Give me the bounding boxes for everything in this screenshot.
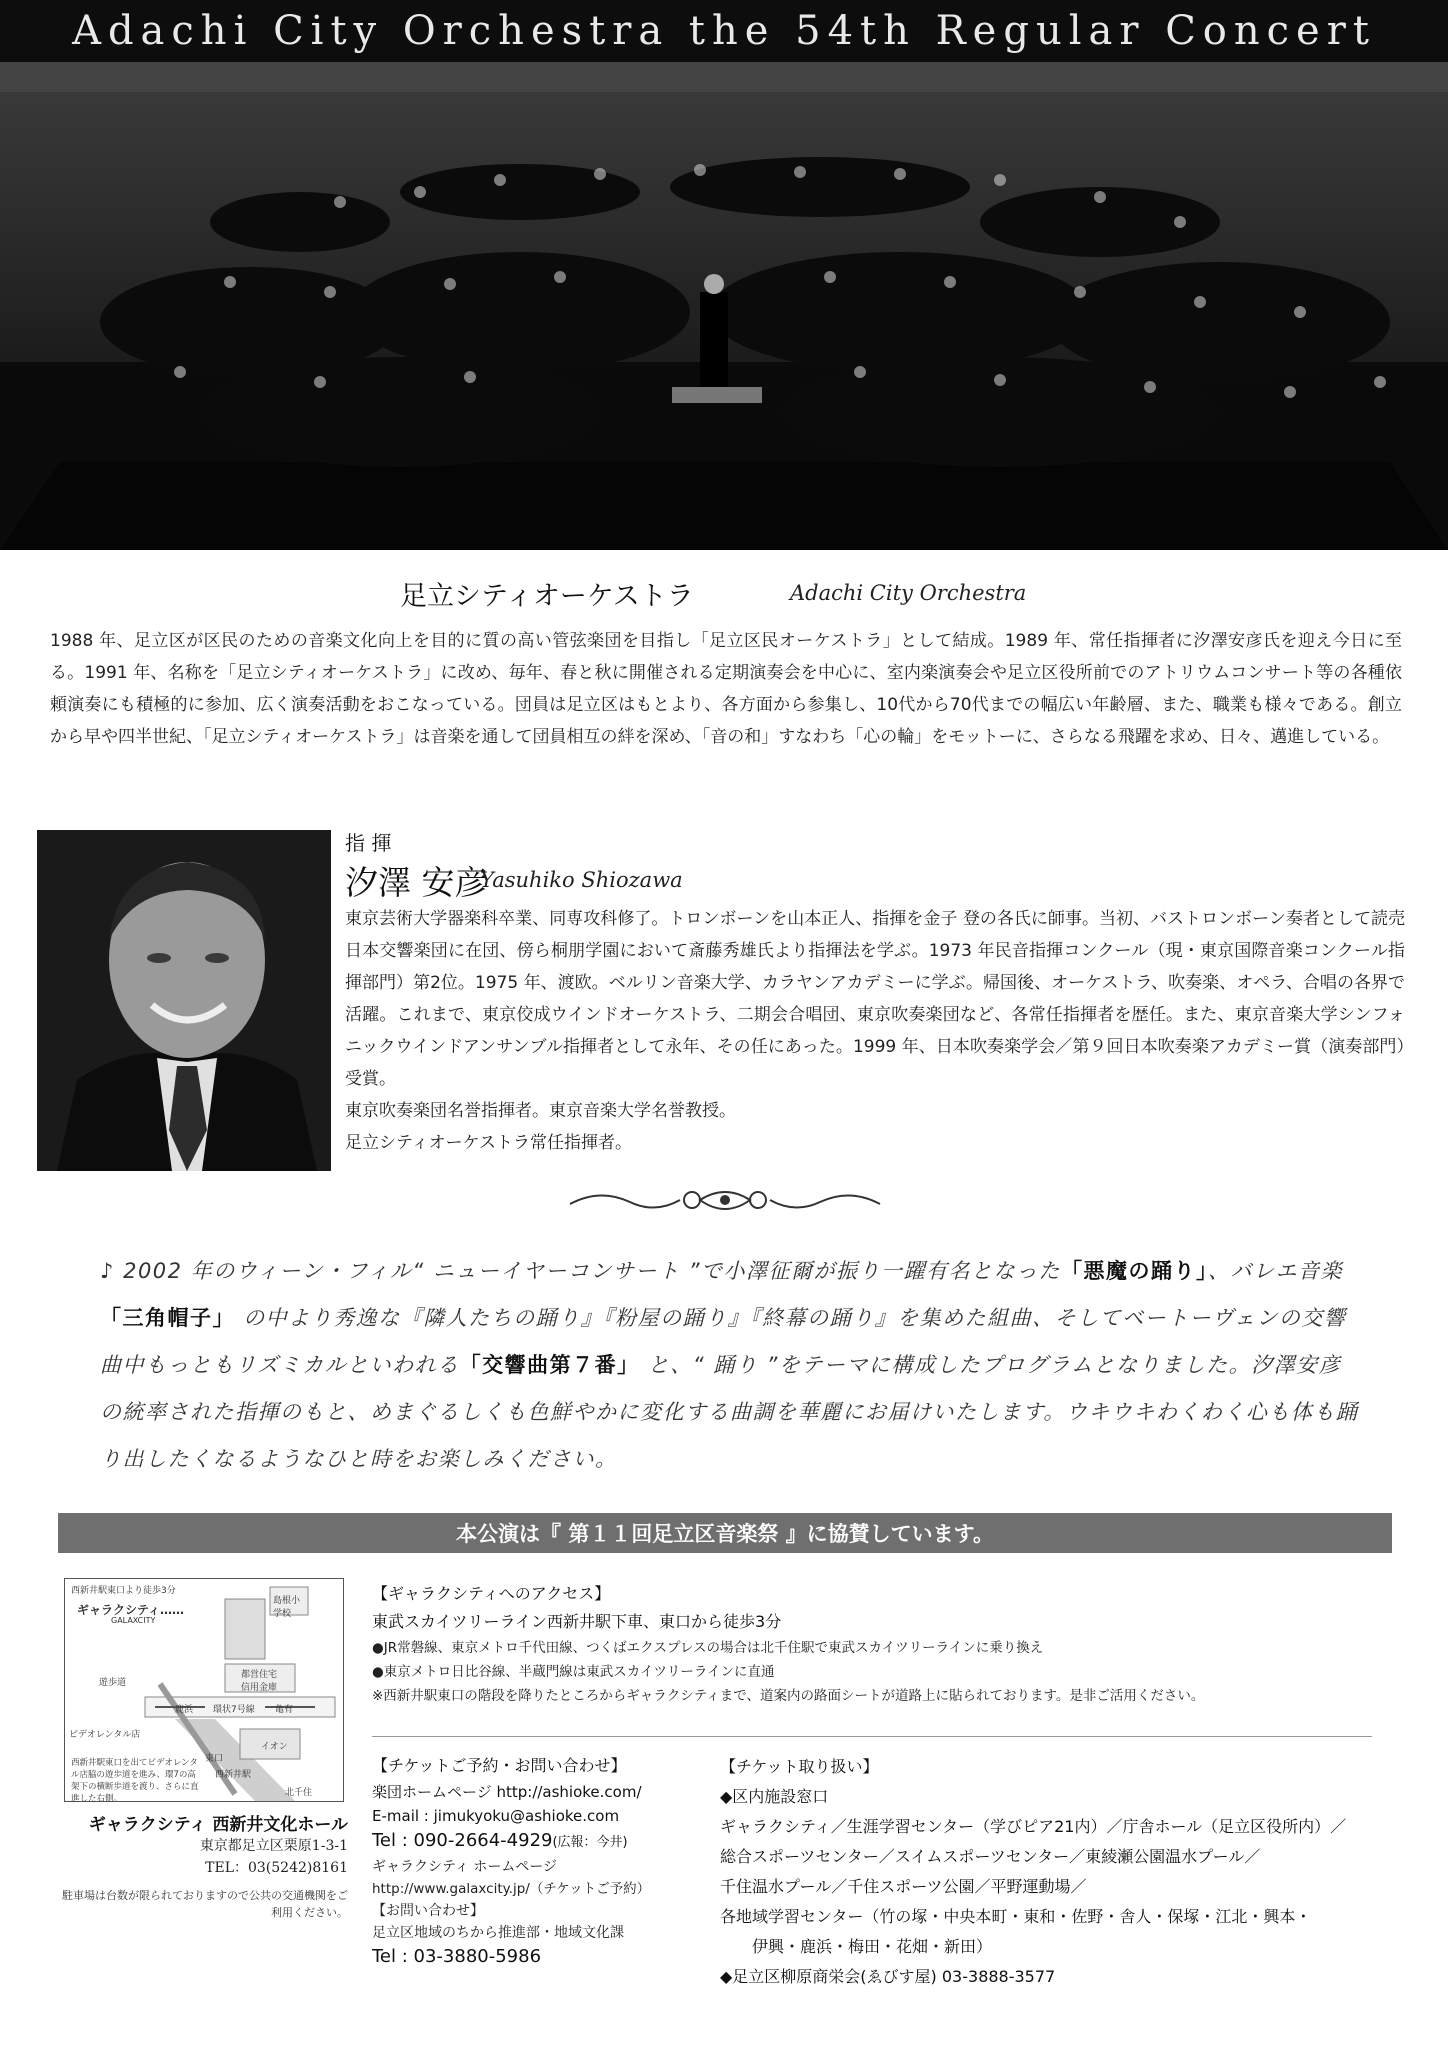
tickets-line-2: ギャラクシティ／生涯学習センター（学びピア21内）／庁舎ホール（足立区役所内）／ [720,1817,1347,1836]
map-video-store: ビデオレンタル店 [69,1730,141,1740]
map-left-arrow-label: 鹿浜 [175,1705,194,1715]
inquiry-heading: 【お問い合わせ】 [372,1903,484,1919]
tickets-heading: 【チケット取り扱い】 [720,1757,879,1776]
conductor-portrait [37,830,331,1171]
map-school: 島根小学校 [273,1596,301,1619]
orchestra-title-en: Adachi City Orchestra [790,581,1027,605]
map-kitasenju: 北千住 [285,1788,313,1798]
galaxcity-homepage-label: ギャラクシティ ホームページ [372,1859,558,1875]
tickets-line-3: 総合スポーツセンター／スイムスポーツセンター／東綾瀬公園温水プール／ [720,1847,1261,1866]
venue-address: 東京都足立区栗原1-3-1 [199,1838,348,1854]
program-message [100,1248,1362,1483]
program-work-three-cornered-hat: 「三角帽子」 [100,1306,235,1330]
map-housing: 都営住宅 [241,1670,278,1680]
contact-email[interactable]: E-mail : jimukyoku@ashioke.com [372,1807,620,1825]
ticket-outlets [720,1752,1400,1992]
sponsorship-banner-text: 本公演は『 第１１回足立区音楽祭 』に協賛しています。 [456,1522,994,1546]
conductor-bio-line3: 足立シティオーケストラ常任指揮者。 [345,1133,632,1153]
map-ring-road: 環状7号線 [213,1705,255,1715]
tickets-line-4: 千住温水プール／千住スポーツ公園／平野運動場／ [720,1877,1087,1896]
access-line-3: ●東京メトロ日比谷線、半蔵門線は東武スカイツリーラインに直通 [372,1664,775,1680]
tickets-line-1: ◆区内施設窓口 [720,1787,829,1806]
galaxcity-url[interactable]: http://www.galaxcity.jp/（チケットご予約） [372,1881,651,1897]
inquiry-tel: Tel : 03-3880-5986 [372,1946,542,1967]
orchestra-homepage[interactable]: 楽団ホームページ http://ashioke.com/ [372,1783,642,1801]
contact-info [372,1752,702,1970]
map-bank: 信用金庫 [241,1683,278,1693]
conductor-bio-main: 東京芸術大学器楽科卒業、同専攻科修了。トロンボーンを山本正人、指揮を金子 登の各氏に師事。当初、バストロンボーン奏者として読売日本交響楽団に在団、傍ら桐朋学園において斎藤秀雄氏より指揮法を学ぶ。1973 年民音指揮コンクール（現・東京国際音楽コンクール指揮部門）第2位。1975 年、渡欧。ベルリン音楽大学、カラヤンアカデミーに学ぶ。帰国後、オーケストラ、吹奏楽、オペラ、合唱の各界で活躍。これまで、東京佼成ウインドオーケストラ、二期会合唱団、東京吹奏楽団など、各常任指揮者を歴任。また、東京音楽大学シンフォニックウインドアンサンブル指揮者として永年、その任にあった。1999 年、日本吹奏楽学会／第９回日本吹奏楽アカデミー賞（演奏部門）受賞。 [345,909,1405,1089]
map-galaxcity-logo-sub: GALAXCITY [111,1616,156,1625]
access-line-2: ●JR常磐線、東京メトロ千代田線、つくばエクスプレスの場合は北千住駅で東武スカイツリーラインに乗り換え [372,1640,1044,1656]
venue-info [62,1810,348,1921]
contact-heading: 【チケットご予約・お問い合わせ】 [372,1756,627,1775]
contact-tel-note: (広報：今井) [552,1835,628,1850]
inquiry-organization: 足立区地域のちから推進部・地域文化課 [372,1925,624,1941]
concert-title: Adachi City Orchestra the 54th Regular Concert [72,8,1376,54]
venue-name: ギャラクシティ 西新井文化ホール [88,1815,348,1835]
venue-tel: TEL：03(5242)8161 [205,1860,348,1876]
program-work-devil-dance: 「悪魔の踊り」 [1060,1259,1208,1283]
conductor-bio [345,903,1405,1159]
map-galaxcity-logo: ギャラクシティ…… [77,1603,185,1617]
orchestra-photo [0,62,1448,550]
program-text-2: 、バレエ音楽 [1207,1259,1343,1283]
orchestra-description: 1988 年、足立区が区民のための音楽文化向上を目的に質の高い管弦楽団を目指し「足立区民オーケストラ」として結成。1989 年、常任指揮者に汐澤安彦氏を迎え今日に至る。1991 年、名称を「足立シティオーケストラ」に改め、毎年、春と秋に開催される定期演奏会を中心に、室内楽演奏会や足立区役所前でのアトリウムコンサート等の各種依頼演奏にも積極的に参加、広く演奏活動をおこなっている。団員は足立区はもとより、各方面から参集し、10代から70代までの幅広い年齢層、また、職業も様々である。創立から早や四半世紀、「足立シティオーケストラ」は音楽を通して団員相互の絆を深め、「音の和」すなわち「心の輪」をモットーに、さらなる飛躍を求め、日々、邁進している。 [50,631,1402,747]
map-east-exit: 東口 [205,1754,224,1764]
map-right-arrow-label: 亀有 [275,1705,294,1715]
contact-tel: Tel : 090-2664-4929 [372,1830,553,1851]
program-text-3: の中より秀逸な『隣人たちの踊り』『粉屋の踊り』『終幕の踊り』を集めた組曲、そしてベートーヴェンの交響曲中もっともリズミカルといわれる [100,1306,1347,1377]
tickets-line-7: ◆足立区柳原商栄会(ゑびす屋) 03-3888-3577 [720,1967,1056,1986]
tickets-line-5: 各地域学習センター（竹の塚・中央本町・東和・佐野・舎人・保塚・江北・興本・ [720,1907,1312,1926]
map-station: 西新井駅 [215,1770,252,1780]
program-text-4: と、“ 踊り ”をテーマに構成したプログラムとなりました。汐澤安彦の統率された指揮のもと、めまぐるしくも色鮮やかに変化する曲調を華麗にお届けいたします。ウキウキわくわく心も体も踊り出したくなるようなひと時をお楽しみください。 [100,1353,1359,1471]
map-walk-note: 西新井駅東口より徒歩3分 [71,1586,176,1596]
orchestra-title: 足立シティオーケストラ [400,581,694,612]
access-line-1: 東武スカイツリーライン西新井駅下車、東口から徒歩3分 [372,1612,782,1631]
access-map [64,1578,344,1802]
access-line-4: ※西新井駅東口の階段を降りたところからギャラクシティまで、道案内の路面シートが道路上に貼られております。是非ご活用ください。 [372,1688,1205,1704]
venue-parking-note: 駐車場は台数が限られておりますので公共の交通機関をご利用ください。 [62,1889,348,1919]
conductor-role: 指 揮 [345,831,392,855]
section-divider [372,1736,1372,1737]
map-promenade: 遊歩道 [99,1678,127,1688]
program-work-symphony-7: 「交響曲第７番」 [459,1353,640,1377]
conductor-name: 汐澤 安彦 [345,863,488,902]
tickets-line-6: 伊興・鹿浜・梅田・花畑・新田） [752,1937,993,1956]
access-info [372,1580,1402,1708]
map-directions: 西新井駅東口を出てビデオレンタル店脇の遊歩道を進み、環7の高架下の横断歩道を渡り、さらに直進した右側。 [71,1758,199,1804]
conductor-name-en: Yasuhiko Shiozawa [480,868,683,892]
map-aeon: イオン [261,1742,288,1752]
conductor-bio-line2: 東京吹奏楽団名誉指揮者。東京音楽大学名誉教授。 [345,1101,736,1121]
program-text-1: ♪ 2002 年のウィーン・フィル“ ニューイヤーコンサート ”で小澤征爾が振り一躍有名となった [100,1259,1061,1283]
ornament-divider [560,1182,890,1222]
access-heading: 【ギャラクシティへのアクセス】 [372,1584,611,1603]
